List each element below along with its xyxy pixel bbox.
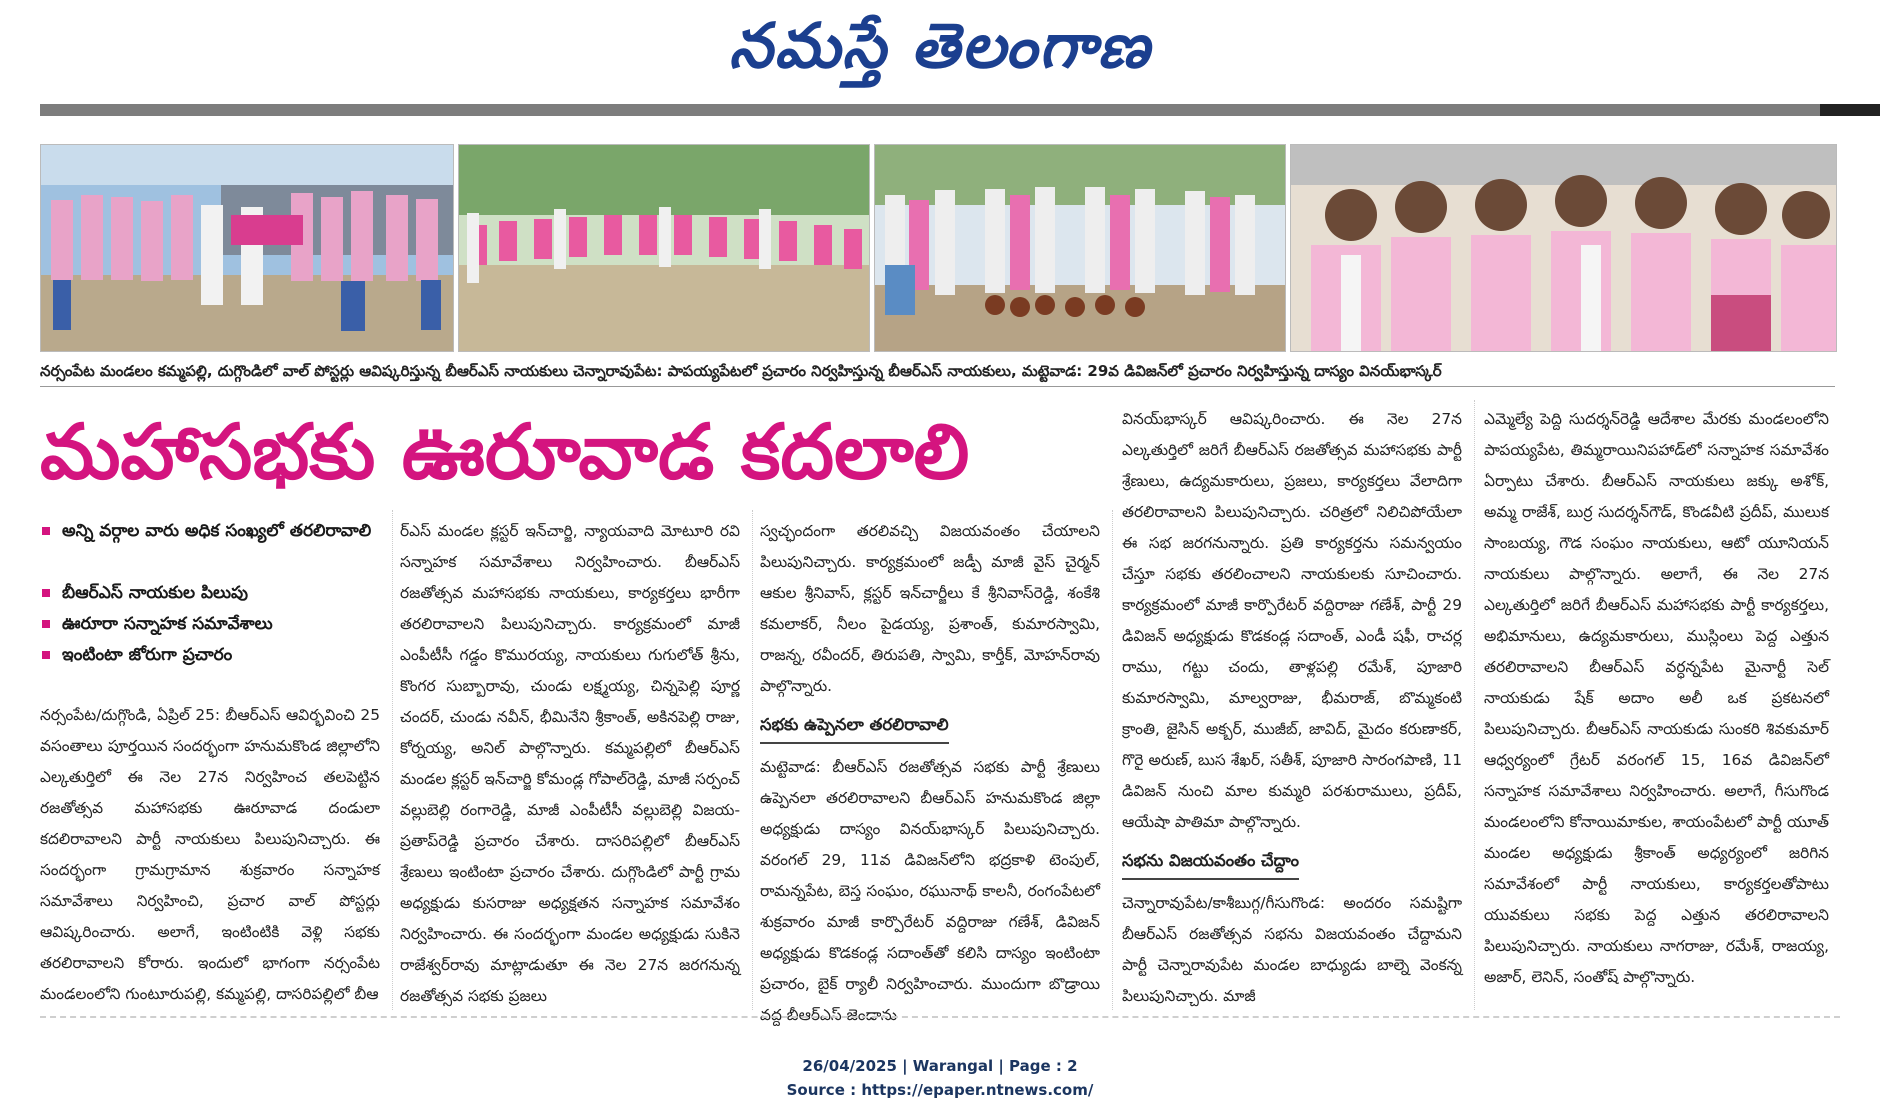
footer-source[interactable]: Source : https://epaper.ntnews.com/ [786, 1081, 1094, 1099]
bullet-item: అన్ని వర్గాల వారు అధిక సంఖ్యలో తరలిరావాలి [40, 516, 380, 578]
photo-mattewada-division [1290, 144, 1837, 352]
column-separator [392, 510, 393, 1010]
newspaper-logo: నమస్తే తెలంగాణ [728, 9, 1152, 82]
column-4-part-1: వినయ్‌భాస్కర్ ఆవిష్కరించారు. ఈ నెల 27న ఎల్కతుర్తిలో జరిగే బీఆర్ఎస్ రజతోత్సవ మహాసభకు పార్టీ శ్రేణులు, ఉద్యమకారులు, ప్రజలు, కార్యకర్తలు వేలాదిగా తరలిరావాలని పిలుపునిచ్చారు. చరిత్రలో నిలిచిపోయేలా ఈ సభ జరగనున్నారు. ప్రతి కార్యకర్తను సమన్వయం చేస్తూ సభకు తరలించాలని నాయకులకు సూచించారు. కార్యక్రమంలో మాజీ కార్పొరేటర్ వద్దిరాజు గణేశ్, పార్టీ 29 డివిజన్ అధ్యక్షుడు కొడకండ్ల సదాంత్, ఎండీ షఫీ, రాచర్ల రాము, గట్టు చందు, తాళ్లపల్లి రమేశ్, పూజారి కుమారస్వామి, మాల్వరాజు, భీమరాజ్, బొమ్మకంటి క్రాంతి, జైసిన్ అక్బర్, ముజీబ్, జావిద్, మైదం కరుణాకర్, గొరై అరుణ్, బుస శేఖర్, సతీశ్, పూజారి సారంగపాణి, 11 డివిజన్ నుంచి మాల కుమ్మరి పరశురాములు, ప్రదీప్, ఆయేషా పాతిమా పాల్గొన్నారు. [1122, 410, 1462, 831]
article-column-2: ర్ఎస్ మండల క్లస్టర్ ఇన్‌చార్జి, న్యాయవాది మోటూరి రవి సన్నాహక సమావేశాలు నిర్వహించారు. బీఆర్ఎస్ రజతోత్సవ మహాసభకు నాయకులు, కార్యకర్తలు భారీగా తరలిరావాలని పిలుపునిచ్చారు. కార్యక్రమంలో మాజీ ఎంపీటీసీ గడ్డం కొమురయ్య, నాయకులు గుగులోత్ శ్రీను, కొంగర సుబ్బారావు, చుండు లక్ష్మయ్య, చిన్నపెల్లి పూర్ణ చందర్, చుండు నవీన్, భీమినేని శ్రీకాంత్, అకినపెల్లి రాజు, కోర్నయ్య, అనిల్ పాల్గొన్నారు. కమ్మపల్లిలో బీఆర్ఎస్ మండల క్లస్టర్ ఇన్‌చార్జి కోమండ్ల గోపాల్‌రెడ్డి, మాజీ సర్పంచ్ వల్లుబెల్లి రంగారెడ్డి, మాజీ ఎంపీటీసీ వల్లుబెల్లి విజయ-ప్రతాప్‌రెడ్డి ప్రచారం చేశారు. దాసరిపల్లిలో బీఆర్ఎస్ శ్రేణులు ఇంటింటా ప్రచారం చేశారు. దుగ్గొండిలో పార్టీ గ్రామ అధ్యక్షుడు కుసరాజు అధ్యక్షతన సన్నాహక సమావేశం నిర్వహించారు. ఈ సందర్భంగా మండల అధ్యక్షుడు సుకినె రాజేశ్వర్‌రావు మాట్లాడుతూ ఈ నెల 27న జరగనున్న రజతోత్సవ సభకు ప్రజలు [400, 522, 740, 1005]
subheading-sabhanu-vijayavantam: సభను విజయవంతం చేద్దాం [1122, 844, 1299, 880]
column-separator [752, 510, 753, 1010]
page-footer [0, 1054, 1880, 1102]
footer-rule [40, 1016, 1840, 1018]
photo-chennaraopet-pots [874, 144, 1286, 352]
subheading-sabhaku-uppenala: సభకు ఉప్పెనలా తరలిరావాలి [760, 708, 949, 744]
photo-strip [40, 144, 1835, 350]
photo-nallabelli-posters [40, 144, 454, 352]
header-rule-end [1820, 104, 1880, 116]
column-separator [1112, 510, 1113, 1010]
article-column-3 [760, 516, 1100, 1024]
bullet-item: బీఆర్ఎస్ నాయకుల పిలుపు [40, 578, 380, 609]
article-column-1: నర్సంపేట/దుగ్గొండి, ఏప్రిల్ 25: బీఆర్ఎస్ ఆవిర్భవించి 25 వసంతాలు పూర్తయిన సందర్భంగా హనుమకొండ జిల్లాలోని ఎల్కతుర్తిలో ఈ నెల 27న నిర్వహించ తలపెట్టిన రజతోత్సవ మహాసభకు ఊరూవాడ దండులా కదలిరావాలని పార్టీ నాయకులు పిలుపునిచ్చారు. ఈ సందర్భంగా గ్రామగ్రామాన శుక్రవారం సన్నాహక సమావేశాలు నిర్వహించి, ప్రచార వాల్ పోస్టర్లు ఆవిష్కరించారు. అలాగే, ఇంటింటికి వెళ్లి సభకు తరలిరావాలని కోరారు. ఇందులో భాగంగా నర్సంపేట మండలంలోని గుంటూరుపల్లి, కమ్మపల్లి, దాసరిపల్లిలో బీఆ [40, 706, 380, 1003]
header-rule [40, 104, 1880, 116]
column-separator [1474, 400, 1475, 1010]
masthead [0, 0, 1880, 96]
headline: మహాసభకు ఊరూవాడ కదలాలి [40, 407, 970, 496]
column-3-part-1: స్వచ్ఛందంగా తరలివచ్చి విజయవంతం చేయాలని పిలుపునిచ్చారు. కార్యక్రమంలో జడ్పీ మాజీ వైస్ చైర్మన్ ఆకుల శ్రీనివాస్, క్లస్టర్ ఇన్‌చార్జీలు కే శ్రీనివాస్‌రెడ్డి, శంకేశి కమలాకర్, నీలం పైడయ్య, ప్రశాంత్, కుమారస్వామి, రాజన్న, రవీందర్, తిరుపతి, స్వామి, కార్తీక్, మోహన్‌రావు పాల్గొన్నారు. [760, 522, 1100, 695]
bullet-item: ఇంటింటా జోరుగా ప్రచారం [40, 640, 380, 671]
bullet-item: ఊరూరా సన్నాహక సమావేశాలు [40, 609, 380, 640]
photo-caption: నర్సంపేట మండలం కమ్మపల్లి, దుగ్గొండిలో వాల్ పోస్టర్లు ఆవిష్కరిస్తున్న బీఆర్ఎస్ నాయకులు చెన్నారావుపేట: పాపయ్యపేటలో ప్రచారం నిర్వహిస్తున్న బీఆర్ఎస్ నాయకులు, మట్టెవాడ: 29వ డివిజన్‌లో ప్రచారం నిర్వహిస్తున్న దాస్యం వినయ్‌భాస్కర్ [40, 356, 1835, 387]
column-3-part-2: మట్టెవాడ: బీఆర్ఎస్ రజతోత్సవ సభకు పార్టీ శ్రేణులు ఉప్పెనలా తరలిరావాలని బీఆర్ఎస్ హనుమకొండ జిల్లా అధ్యక్షుడు దాస్యం వినయ్‌భాస్కర్ పిలుపునిచ్చారు. వరంగల్ 29, 11వ డివిజన్‌లోని భద్రకాళి టెంపుల్, రామన్నపేట, బెస్త సంఘం, రఘునాథ్ కాలనీ, రంగంపేటలో శుక్రవారం మాజీ కార్పొరేటర్ వద్దిరాజు గణేశ్, డివిజన్ అధ్యక్షుడు కొడకండ్ల సదాంత్‌తో కలిసి దాస్యం ఇంటింటా ప్రచారం, బైక్ ర్యాలీ నిర్వహించారు. ముందుగా బొడ్రాయి వద్ద బీఆర్ఎస్ జెండాను [760, 758, 1100, 1024]
column-4-part-2: చెన్నారావుపేట/కాశీబుగ్గ/గీసుగొండ: అందరం సమష్టిగా బీఆర్ఎస్ రజతోత్సవ సభను విజయవంతం చేద్దామని పార్టీ చెన్నారావుపేట మండల బాధ్యుడు బాల్నె వెంకన్న పిలుపునిచ్చారు. మాజీ [1122, 894, 1462, 1005]
key-points [40, 516, 380, 671]
photo-duggondi-circle [458, 144, 870, 352]
article-column-4 [1122, 404, 1462, 1010]
article-column-5: ఎమ్మెల్యే పెద్ది సుదర్శన్‌రెడ్డి ఆదేశాల మేరకు మండలంలోని పాపయ్యపేట, తిమ్మరాయినిపహాడ్‌లో సన్నాహక సమావేశం ఏర్పాటు చేశారు. బీఆర్ఎస్ నాయకులు జక్కు అశోక్, అమ్మ రాజేశ్, బుర్ర సుదర్శన్‌గౌడ్, కొండవీటి ప్రదీప్, ములుక సాంబయ్య, గౌడ సంఘం నాయకులు, ఆటో యూనియన్ నాయకులు పాల్గొన్నారు. అలాగే, ఈ నెల 27న ఎల్కతుర్తిలో జరిగే బీఆర్ఎస్ మహాసభకు పార్టీ కార్యకర్తలు, అభిమానులు, ఉద్యమకారులు, ముస్లింలు పెద్ద ఎత్తున తరలిరావాలని బీఆర్ఎస్ వర్ధన్నపేట మైనార్టీ సెల్ నాయకుడు షేక్ అదాం అలీ ఒక ప్రకటనలో పిలుపునిచ్చారు. బీఆర్ఎస్ నాయకుడు సుంకరి శివకుమార్ ఆధ్వర్యంలో గ్రేటర్ వరంగల్ 15, 16వ డివిజన్‌లో సన్నాహక సమావేశాలు నిర్వహించారు. అలాగే, గీసుగొండ మండలంలోని కోనాయిమాకుల, శాయంపేటలో పార్టీ యూత్ మండల అధ్యక్షుడు శ్రీకాంత్ అధ్యర్యంలో జరిగిన సమావేశంలో పార్టీ నాయకులు, కార్యకర్తలతోపాటు యువకులు సభకు పెద్ద ఎత్తున తరలిరావాలని పిలుపునిచ్చారు. నాయకులు నాగరాజు, రమేశ్, రాజయ్య, అజార్, లెనిన్, సంతోష్ పాల్గొన్నారు. [1484, 410, 1829, 986]
footer-date-edition: 26/04/2025 | Warangal | Page : 2 [802, 1057, 1078, 1075]
